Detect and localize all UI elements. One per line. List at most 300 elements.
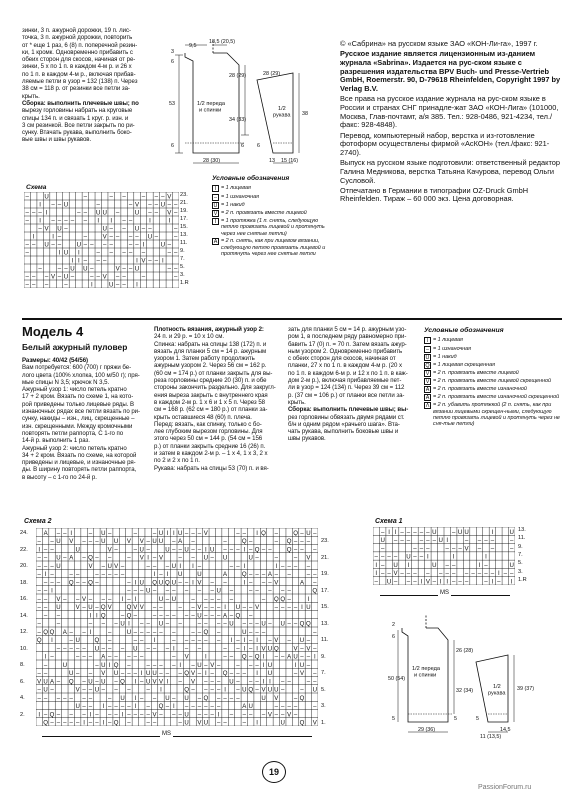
row-number: 9. (180, 248, 185, 254)
stitch-symbol: – (114, 620, 118, 628)
stitch-symbol: – (75, 579, 80, 587)
stitch-symbol: – (249, 571, 253, 579)
stitch-symbol: U (101, 661, 106, 669)
dim-label: 39 (37) (517, 686, 535, 692)
stitch-symbol: I (149, 217, 151, 225)
stitch-symbol: – (127, 587, 131, 595)
stitch-symbol: – (184, 645, 189, 653)
stitch-symbol: – (445, 561, 449, 569)
knit-symbol-icon: I (212, 185, 219, 192)
stitch-symbol: – (51, 201, 55, 209)
stitch-symbol: – (236, 670, 240, 678)
stitch-symbol: – (178, 620, 182, 628)
stitch-symbol: – (197, 670, 202, 678)
stitch-symbol: – (31, 273, 36, 281)
stitch-symbol: – (216, 595, 221, 603)
stitch-symbol: – (57, 217, 62, 225)
stitch-symbol: I (420, 578, 423, 585)
row-number: 13. (518, 527, 526, 533)
text-line: повторять петли раппорта, С 1-го по (22, 429, 124, 437)
stitch-symbol: – (152, 529, 157, 537)
stitch-symbol: I (243, 637, 246, 645)
stitch-symbol: – (108, 529, 112, 537)
row-number: 9. (518, 543, 523, 550)
info-paragraph: Перевод, компьютерный набор, верстка и из-готовление фотоформ осуществлены фирмой «АсКОН» (тел./факс: 921-2740). (340, 130, 550, 157)
stitch-symbol: I (172, 703, 175, 711)
stitch-symbol: – (57, 265, 62, 273)
stitch-symbol: – (210, 579, 214, 587)
stitch-symbol: – (249, 628, 253, 636)
stitch-symbol: I (301, 604, 303, 612)
stitch-symbol: – (154, 257, 159, 265)
stitch-symbol: A (223, 612, 228, 620)
text-line: сунку. Втачать рукава, выполнить боко- (22, 129, 132, 137)
stitch-symbol: – (165, 670, 170, 678)
stitch-symbol: – (306, 571, 311, 579)
stitch-symbol: – (108, 711, 112, 719)
stitch-symbol: – (154, 193, 159, 201)
stitch-symbol: I (58, 249, 61, 257)
stitch-symbol: U (248, 703, 253, 711)
stitch-symbol: – (204, 604, 208, 612)
stitch-symbol: Q (241, 653, 247, 661)
stitch-symbol: I (243, 562, 246, 570)
stitch-symbol: – (88, 529, 93, 537)
stitch-symbol: I (192, 562, 194, 570)
stitch-symbol: – (204, 637, 208, 645)
stitch-symbol: – (108, 645, 112, 653)
stitch-symbol: – (174, 273, 178, 281)
stitch-symbol: – (127, 719, 131, 726)
stitch-symbol: U (158, 620, 164, 628)
stitch-symbol: U (509, 561, 514, 569)
stitch-symbol: I (256, 529, 258, 537)
stitch-symbol: – (109, 249, 113, 257)
stitch-symbol: U (120, 620, 125, 628)
stitch-symbol: U (280, 620, 285, 628)
stitch-symbol: – (122, 281, 126, 288)
stitch-symbol: – (64, 217, 68, 225)
stitch-symbol: – (197, 562, 202, 570)
stitch-symbol: – (197, 694, 202, 702)
stitch-symbol: Q (43, 628, 48, 636)
stitch-symbol: – (133, 637, 138, 645)
twisted-knit-symbol-icon: Q (425, 362, 430, 369)
stitch-symbol: – (108, 637, 112, 645)
stitch-symbol: – (313, 529, 317, 537)
text-line: ения выреза закрыть с внутреннего края (154, 391, 268, 399)
stitch-symbol: – (95, 579, 99, 587)
stitch-symbol: – (229, 653, 234, 661)
stitch-symbol: – (82, 604, 86, 612)
stitch-symbol: V (274, 637, 279, 645)
stitch-symbol: – (172, 612, 176, 620)
stitch-symbol: – (249, 653, 253, 661)
stitch-symbol: – (44, 273, 49, 281)
stitch-symbol: – (204, 620, 208, 628)
stitch-symbol: V (134, 201, 140, 209)
stitch-symbol: V (152, 711, 157, 719)
stitch-symbol: I (204, 670, 207, 678)
stitch-symbol: – (56, 579, 61, 587)
stitch-symbol: – (477, 570, 482, 578)
stitch-symbol: U (267, 686, 273, 694)
stitch-symbol: – (88, 620, 93, 628)
stitch-symbol: – (249, 579, 253, 587)
text-line: изн. скрещенными. Между кромочными (22, 422, 133, 430)
dim-label: 15 (16) (281, 158, 299, 164)
stitch-symbol: I (51, 587, 53, 595)
stitch-symbol: I (166, 571, 169, 579)
stitch-symbol: – (313, 645, 317, 653)
text-line: сунку, накиды – изн., лиц. скрещенные – (22, 415, 135, 423)
dim-label: 13 (269, 158, 275, 164)
stitch-symbol: I (439, 578, 442, 585)
stitch-symbol: Q (94, 637, 100, 645)
stitch-symbol: – (146, 711, 150, 719)
stitch-symbol: – (393, 537, 398, 545)
dim-label: 6 (171, 59, 174, 65)
row-number: 7. (321, 670, 326, 676)
stitch-symbol: A (62, 628, 67, 636)
stitch-symbol: – (154, 233, 159, 241)
stitch-symbol: – (236, 546, 240, 554)
stitch-symbol: – (114, 703, 118, 711)
text-line: Спинка: набрать на спицы 138 (172) п. и (154, 340, 267, 348)
stitch-symbol: Q (126, 604, 132, 612)
stitch-symbol: – (56, 711, 61, 719)
stitch-symbol: – (37, 562, 41, 570)
stitch-symbol: – (172, 546, 176, 554)
stitch-symbol: – (210, 612, 214, 620)
stitch-symbol: – (374, 553, 378, 561)
stitch-symbol: Q (113, 719, 119, 726)
stitch-symbol: – (306, 538, 311, 546)
front-back-label: 1/2 переда и спинки (197, 101, 225, 114)
stitch-symbol: – (477, 545, 482, 553)
stitch-symbol: – (127, 554, 131, 562)
stitch-symbol: – (281, 587, 285, 595)
stitch-symbol: – (135, 241, 139, 249)
stitch-symbol: – (281, 562, 285, 570)
dim-label: 5 (392, 716, 395, 722)
stitch-symbol: Q (203, 694, 209, 702)
stitch-symbol: – (69, 645, 73, 653)
stitch-symbol: U (76, 241, 82, 249)
stitch-symbol: – (101, 562, 105, 570)
stitch-symbol: V (101, 670, 106, 678)
stitch-symbol: I (70, 529, 73, 537)
stitch-symbol: – (83, 233, 88, 241)
stitch-symbol: I (256, 645, 258, 653)
text-line: ром 1, в последнем ряду равномерно при- (288, 333, 407, 341)
stitch-symbol: – (122, 249, 126, 257)
legend-top (212, 176, 332, 258)
stitch-symbol: I (97, 217, 100, 225)
stitch-symbol: I (375, 561, 378, 569)
stitch-symbol: – (108, 571, 112, 579)
stitch-symbol: – (96, 201, 100, 209)
text-line: изнаночных рядах все петли вязать по ри- (22, 408, 141, 416)
stitch-symbol: – (167, 201, 172, 209)
stitch-symbol: V (203, 529, 208, 537)
dim-label: 11 (13,5) (480, 734, 502, 740)
row-number: 3. (321, 703, 326, 709)
stitch-symbol: – (159, 628, 163, 636)
stitch-symbol: V (139, 604, 144, 612)
dim-label: 34 (33) (229, 117, 247, 123)
scheme2-right-rows (321, 528, 337, 726)
stitch-symbol: – (172, 711, 176, 719)
text-line: крыть. (22, 92, 40, 100)
stitch-symbol: – (69, 571, 73, 579)
stitch-symbol: U (101, 678, 106, 686)
stitch-symbol: – (393, 578, 398, 585)
text-line: этого через 50 см = 144 р. (54 см = 156 (154, 435, 263, 443)
stitch-symbol: – (242, 604, 246, 612)
stitch-symbol: – (236, 562, 240, 570)
stitch-symbol: U (267, 645, 273, 653)
stitch-symbol: V (139, 538, 144, 546)
stitch-symbol: – (236, 645, 240, 653)
model-subtitle: Белый ажурный пуловер (22, 342, 128, 352)
stitch-symbol: – (165, 703, 170, 711)
stitch-symbol: – (114, 678, 118, 686)
stitch-symbol: – (293, 604, 298, 612)
stitch-symbol: – (387, 553, 391, 561)
stitch-symbol: – (133, 628, 138, 636)
text-line: б/н и одним рядом «рачьего шага». Вта- (288, 420, 400, 428)
stitch-symbol: – (413, 570, 417, 578)
stitch-symbol: U (197, 612, 202, 620)
stitch-symbol: – (37, 604, 41, 612)
stitch-symbol: I (136, 281, 138, 288)
text-line: обеих сторон для скосов, начиная от ре- (22, 56, 136, 64)
stitch-symbol: – (293, 703, 298, 711)
stitch-symbol: – (43, 612, 48, 620)
row-number: 11. (518, 535, 526, 542)
stitch-symbol: – (268, 579, 272, 587)
text-line: узором 1. Затем работу продолжить (154, 355, 255, 363)
dim-label: 28 (30) (203, 158, 221, 164)
text-line: ляемые петли в узор = 132 (138) п. Через (22, 78, 138, 86)
stitch-symbol: – (88, 703, 93, 711)
stitch-symbol: – (255, 661, 259, 669)
text-line: Сборка: выполнить плечевые швы; по (22, 99, 139, 107)
stitch-symbol: – (274, 604, 279, 612)
stitch-symbol: – (64, 265, 68, 273)
row-number: 1.R (518, 576, 527, 583)
stitch-symbol: U (171, 579, 176, 587)
stitch-symbol: – (178, 604, 182, 612)
text-line: точка, 3 п. ажурной дорожки, повторить (22, 34, 133, 42)
legend-item: I = 1 протяжка (1 п. снять, следующую петлю провязать лицевой и протянуть через нее снятые петли) (212, 218, 332, 237)
stitch-symbol: – (161, 193, 165, 201)
stitch-symbol: – (236, 637, 240, 645)
stitch-symbol: – (88, 719, 93, 726)
stitch-symbol: I (153, 637, 156, 645)
stitch-symbol: I (121, 595, 124, 603)
stitch-symbol: – (82, 703, 86, 711)
stitch-symbol: Q (312, 587, 318, 595)
stitch-symbol: – (25, 249, 29, 257)
row-number: 21. (180, 200, 188, 206)
stitch-symbol: Q (49, 628, 55, 636)
stitch-symbol: – (451, 578, 456, 585)
stitch-symbol: I (179, 661, 182, 669)
stitch-symbol: – (249, 711, 253, 719)
stitch-symbol: U (203, 719, 209, 726)
stitch-symbol: – (96, 273, 100, 281)
stitch-symbol: – (172, 538, 176, 546)
stitch-symbol: I (38, 546, 41, 554)
stitch-symbol: – (43, 711, 48, 719)
row-number: 4. (20, 695, 25, 701)
stitch-symbol: – (242, 620, 246, 628)
stitch-symbol: U (113, 538, 119, 546)
stitch-symbol: V (102, 233, 107, 241)
stitch-symbol: – (82, 554, 86, 562)
stitch-symbol: U (145, 587, 151, 595)
stitch-symbol: A (287, 653, 292, 661)
stitch-symbol: – (197, 546, 202, 554)
stitch-symbol: I (134, 678, 137, 686)
stitch-symbol: U (158, 579, 164, 587)
stitch-symbol: – (451, 528, 456, 536)
text-line: бавить 17 (0) п. = 70 п. Затем вязать ажур- (288, 340, 407, 348)
row-number: 5. (518, 560, 523, 567)
scheme1-ms-label: MS (440, 590, 449, 596)
stitch-symbol: Q (100, 612, 106, 620)
stitch-symbol: – (293, 554, 298, 562)
row-number: 15. (321, 604, 329, 610)
stitch-symbol: – (25, 273, 29, 281)
stitch-symbol: – (223, 719, 227, 726)
stitch-symbol: – (261, 595, 266, 603)
stitch-symbol: – (223, 579, 227, 587)
stitch-symbol: I (162, 257, 164, 265)
stitch-symbol: U (197, 661, 202, 669)
stitch-symbol: U (165, 546, 170, 554)
stitch-symbol: – (261, 546, 266, 554)
stitch-symbol: U (293, 653, 298, 661)
stitch-symbol: – (133, 653, 138, 661)
stitch-symbol: – (152, 587, 157, 595)
stitch-symbol: – (38, 209, 42, 217)
purl-symbol-icon: – (426, 346, 429, 353)
stitch-symbol: A (267, 571, 272, 579)
stitch-symbol: – (281, 678, 285, 686)
stitch-symbol: – (43, 546, 48, 554)
stitch-symbol: – (57, 241, 62, 249)
text-line: стороны закончить раздельно. Для закругл- (154, 384, 276, 392)
info-paragraph: © «Сабрина» на русском языке ЗАО «КОН-Ли-га», 1997 г. (340, 39, 538, 48)
stitch-symbol: – (172, 637, 176, 645)
stitch-symbol: – (293, 670, 298, 678)
stitch-symbol: U (432, 561, 437, 569)
stitch-symbol: – (432, 537, 437, 545)
text-line: рой приведены только лицевые ряды. В (22, 400, 134, 408)
stitch-symbol: U (133, 645, 138, 653)
stitch-symbol: U (113, 670, 119, 678)
text-line: мые спицы N 3,5; крючок N 3,5. (22, 378, 110, 386)
stitch-symbol: V (37, 678, 42, 686)
stitch-symbol: – (109, 233, 113, 241)
stitch-symbol: – (178, 678, 182, 686)
stitch-symbol: – (159, 711, 163, 719)
stitch-symbol: U (280, 719, 285, 726)
stitch-symbol: – (313, 703, 317, 711)
stitch-symbol: I (134, 595, 137, 603)
stitch-symbol: U (171, 595, 176, 603)
stitch-symbol: I (39, 201, 41, 209)
stitch-symbol: I (498, 570, 500, 578)
stitch-symbol: – (419, 528, 424, 536)
stitch-symbol: A (49, 678, 55, 686)
stitch-symbol: V (274, 579, 279, 587)
stitch-symbol: – (37, 538, 41, 546)
stitch-symbol: – (464, 537, 469, 545)
stitch-symbol: V (51, 273, 56, 281)
text-line: по 1 п. в каждом 4-м р., включая прибав- (22, 70, 136, 78)
stitch-symbol: – (82, 579, 86, 587)
stitch-symbol: – (287, 620, 291, 628)
stitch-symbol: U (101, 529, 106, 537)
text-line: 24 п. и 29 р. = 10 х 10 см. (154, 333, 225, 341)
text-line: ным узором 2. Одновременно прибавить (288, 347, 403, 355)
row-number: 17. (180, 216, 188, 222)
stitch-symbol: U (56, 538, 61, 546)
stitch-symbol: – (114, 653, 118, 661)
stitch-symbol: – (413, 553, 417, 561)
stitch-symbol: I (427, 553, 429, 561)
stitch-symbol: – (216, 686, 221, 694)
row-number: 5. (321, 686, 326, 693)
stitch-symbol: U (43, 678, 48, 686)
text-line: Ажурный узор 2: число петель кратно (22, 444, 127, 452)
stitch-symbol: – (114, 571, 118, 579)
stitch-symbol: – (83, 257, 88, 265)
stitch-symbol: V (261, 645, 266, 653)
stitch-symbol: – (197, 529, 202, 537)
stitch-symbol: – (458, 545, 462, 553)
stitch-symbol: – (37, 595, 41, 603)
watermark: PassionForum.ru (478, 784, 532, 791)
stitch-symbol: V (152, 678, 157, 686)
stitch-symbol: I (134, 703, 137, 711)
stitch-symbol: – (268, 546, 272, 554)
stitch-symbol: – (451, 570, 456, 578)
stitch-symbol: – (108, 719, 112, 726)
stitch-symbol: Q (248, 686, 254, 694)
stitch-symbol: I (89, 628, 92, 636)
dim-label: 9,5 (189, 43, 197, 49)
stitch-symbol: U (56, 554, 61, 562)
stitch-symbol: I (446, 578, 449, 585)
stitch-symbol: – (77, 209, 81, 217)
stitch-symbol: Q (241, 538, 247, 546)
stitch-symbol: – (274, 653, 279, 661)
stitch-symbol: – (101, 645, 105, 653)
stitch-symbol: – (223, 645, 227, 653)
text-line: реза горловины средние 20 (30) п. и обе (154, 377, 267, 385)
stitch-symbol: U (75, 703, 80, 711)
stitch-symbol: V (267, 711, 272, 719)
stitch-symbol: – (197, 637, 202, 645)
stitch-symbol: U (88, 678, 93, 686)
stitch-symbol: I (243, 645, 246, 653)
text-line: 14-й р. выполнить 1 раз. (22, 437, 90, 445)
